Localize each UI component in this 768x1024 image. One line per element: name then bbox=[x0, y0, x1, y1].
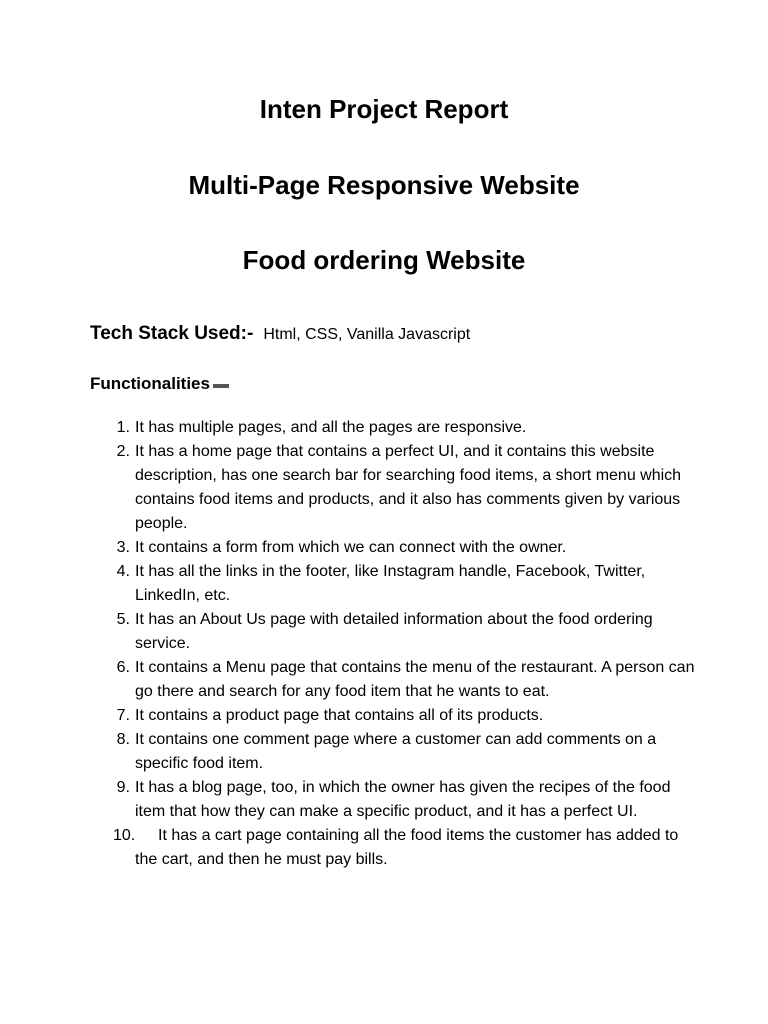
report-title: Inten Project Report bbox=[259, 94, 509, 124]
list-item-text: It has a blog page, too, in which the owner has given the recipes of the food item that how they can make a specific product, and it has a perfect UI. bbox=[135, 779, 671, 820]
list-item-number: 7. bbox=[116, 707, 130, 724]
list-item bbox=[0, 608, 700, 656]
list-item-text: It has multiple pages, and all the pages are responsive. bbox=[135, 419, 527, 436]
list-item-text: It contains a form from which we can connect with the owner. bbox=[135, 539, 567, 556]
list-item-number: 9. bbox=[116, 779, 130, 796]
list-item-number: 4. bbox=[116, 563, 130, 580]
report-subtitle: Multi-Page Responsive Website bbox=[188, 170, 580, 200]
list-item bbox=[0, 416, 700, 440]
functionalities-list bbox=[0, 416, 700, 872]
list-item bbox=[0, 560, 700, 608]
list-item-number: 2. bbox=[116, 443, 130, 460]
list-item bbox=[0, 704, 700, 728]
list-item-text: It contains a product page that contains all of its products. bbox=[135, 707, 544, 724]
report-subject: Food ordering Website bbox=[242, 245, 526, 275]
list-item-number: 3. bbox=[116, 539, 130, 556]
list-item-number: 5. bbox=[116, 611, 130, 628]
list-item-text: It has a home page that contains a perfect UI, and it contains this website description, has one search bar for searching food items, a short menu which contains food items and products, and it also has comments given by various people. bbox=[135, 443, 682, 532]
list-item bbox=[0, 656, 700, 704]
list-item bbox=[0, 824, 700, 872]
list-item bbox=[0, 728, 700, 776]
list-item bbox=[0, 776, 700, 824]
list-item-text: It has all the links in the footer, like Instagram handle, Facebook, Twitter, LinkedIn, etc. bbox=[135, 563, 646, 604]
functionalities-heading: Functionalities bbox=[90, 374, 210, 393]
list-item-number: 1. bbox=[116, 419, 130, 436]
list-item-number: 8. bbox=[116, 731, 130, 748]
list-item-text: It contains one comment page where a customer can add comments on a specific food item. bbox=[135, 731, 657, 772]
tech-stack-label: Tech Stack Used:- bbox=[90, 323, 254, 344]
tech-stack-value: Html, CSS, Vanilla Javascript bbox=[263, 326, 471, 343]
dash-marker-icon bbox=[213, 384, 229, 388]
list-item-text: It has a cart page containing all the food items the customer has added to the cart, and then he must pay bills. bbox=[135, 827, 679, 868]
list-item-text: It has an About Us page with detailed information about the food ordering service. bbox=[135, 611, 653, 652]
list-item-number: 10. bbox=[113, 827, 136, 844]
list-item bbox=[0, 536, 700, 560]
tech-stack-line bbox=[90, 322, 470, 347]
functionalities-heading-line bbox=[90, 373, 229, 395]
list-item-number: 6. bbox=[116, 659, 130, 676]
list-item bbox=[0, 440, 700, 536]
list-item-text: It contains a Menu page that contains the menu of the restaurant. A person can go there and search for any food item that he wants to eat. bbox=[135, 659, 695, 700]
